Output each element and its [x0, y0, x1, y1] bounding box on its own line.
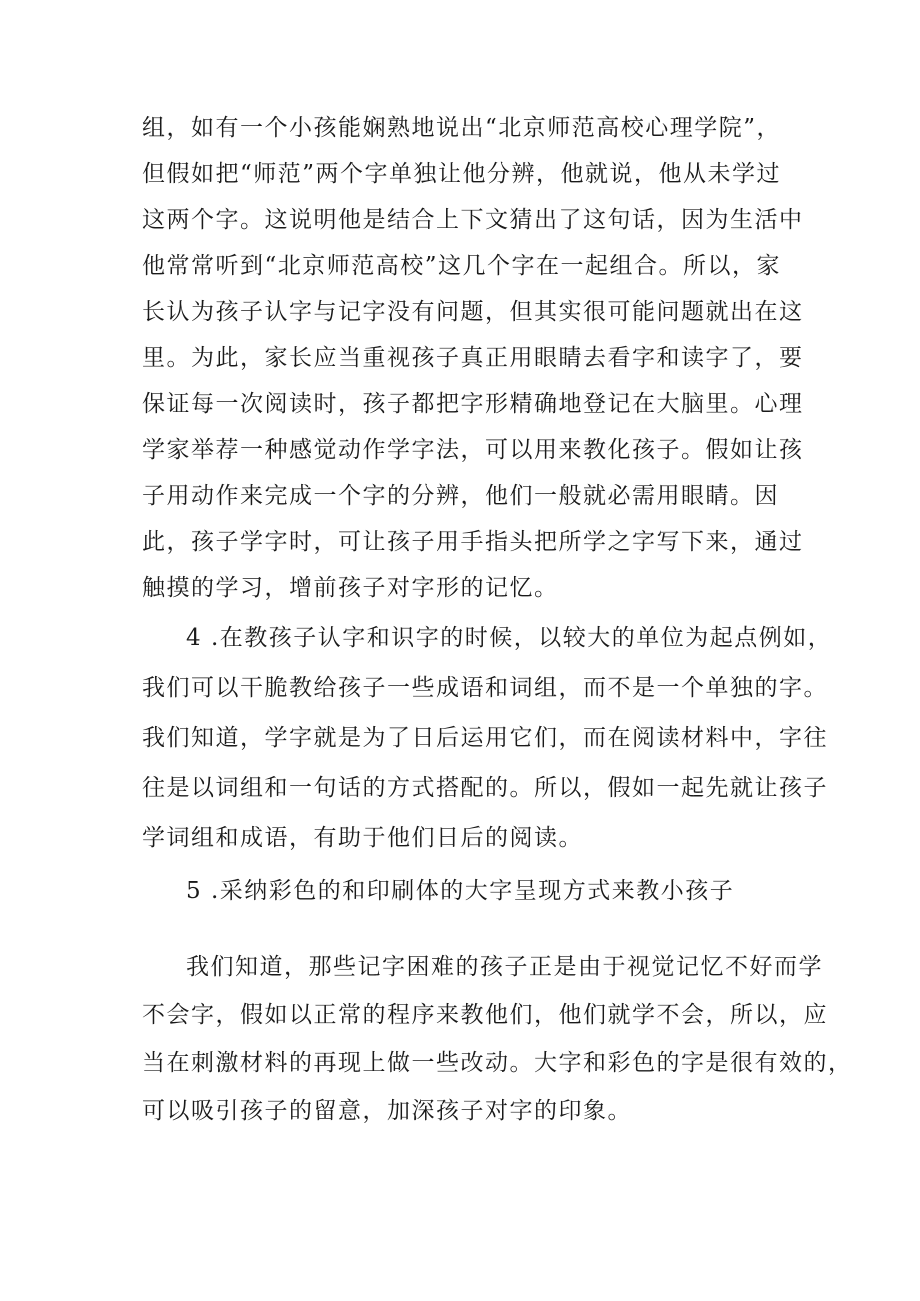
text-line: 组，如有一个小孩能娴熟地说出“北京师范高校心理学院”， [142, 115, 782, 141]
text-line: 他常常听到“北京师范高校”这几个字在一起组合。所以，家 [142, 253, 782, 279]
text-line: 子用动作来完成一个字的分辨，他们一般就必需用眼睛。因 [142, 483, 779, 509]
text-line: 不会字，假如以正常的程序来教他们，他们就学不会，所以，应 [142, 1002, 828, 1028]
text-line: 4 .在教孩子认字和识字的时候，以较大的单位为起点例如， [186, 625, 833, 651]
text-line: 保证每一次阅读时，孩子都把字形精确地登记在大脑里。心理 [142, 391, 804, 417]
text-line: 我们知道，那些记字困难的孩子正是由于视觉记忆不好而学 [186, 954, 823, 980]
text-line: 往是以词组和一句话的方式搭配的。所以，假如一起先就让孩子 [142, 775, 828, 801]
text-line: 可以吸引孩子的留意，加深孩子对字的印象。 [142, 1098, 632, 1124]
text-line: 学家举荐一种感觉动作学字法，可以用来教化孩子。假如让孩 [142, 437, 804, 463]
text-line: 当在刺激材料的再现上做一些改动。大字和彩色的字是很有效的， [142, 1050, 853, 1076]
text-line: 我们可以干脆教给孩子一些成语和词组，而不是一个单独的字。 [142, 675, 828, 701]
text-line: 学词组和成语，有助于他们日后的阅读。 [142, 825, 583, 851]
text-line: 此，孩子学字时，可让孩子用手指头把所学之字写下来，通过 [142, 529, 804, 555]
text-line: 里。为此，家长应当重视孩子真正用眼睛去看字和读字了，要 [142, 345, 804, 371]
text-line: 我们知道，学字就是为了日后运用它们，而在阅读材料中，字往 [142, 725, 828, 751]
text-line: 但假如把“师范”两个字单独让他分辨，他就说，他从未学过 [142, 161, 782, 187]
section-heading: 5 .采纳彩色的和印刷体的大字呈现方式来教小孩子 [186, 878, 735, 904]
text-line: 长认为孩子认字与记字没有问题，但其实很可能问题就出在这 [142, 299, 804, 325]
text-line: 触摸的学习，增前孩子对字形的记忆。 [142, 575, 559, 601]
text-line: 这两个字。这说明他是结合上下文猜出了这句话，因为生活中 [142, 207, 804, 233]
